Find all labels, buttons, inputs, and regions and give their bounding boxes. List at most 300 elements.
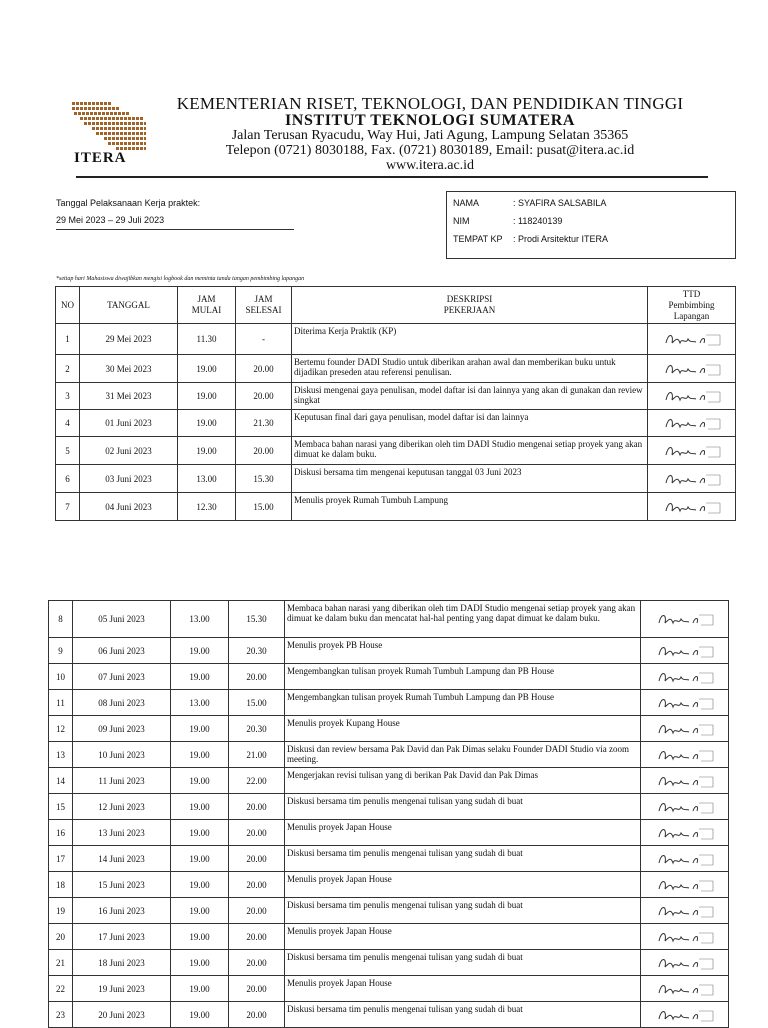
logo-dot	[112, 127, 115, 130]
row-start: 19.00	[178, 355, 236, 383]
row-start: 19.00	[171, 768, 229, 794]
row-signature	[641, 976, 729, 1002]
logo-dot	[132, 142, 135, 145]
logo-dot	[124, 127, 127, 130]
row-end: 20.00	[229, 846, 285, 872]
website-line: www.itera.ac.id	[385, 158, 475, 173]
place-label: TEMPAT KP	[453, 234, 503, 244]
logo-dot	[140, 147, 143, 150]
table-row	[49, 638, 729, 664]
nim-label: NIM	[453, 216, 470, 226]
period-underline	[56, 229, 294, 230]
row-start: 13.00	[171, 690, 229, 716]
row-start: 19.00	[178, 437, 236, 465]
ministry-title: KEMENTERIAN RISET, TEKNOLOGI, DAN PENDIDIKAN TINGGI	[176, 94, 684, 113]
logo-dot	[72, 107, 75, 110]
logo-dot	[92, 117, 95, 120]
logo-dot	[100, 127, 103, 130]
row-desc: Mengembangkan tulisan proyek Rumah Tumbuh Lampung dan PB House	[285, 690, 641, 716]
row-date: 12 Juni 2023	[73, 794, 171, 820]
logo-dot	[132, 127, 135, 130]
logo-dot	[96, 122, 99, 125]
row-start: 11.30	[178, 324, 236, 355]
row-no: 22	[49, 976, 73, 1002]
row-date: 30 Mei 2023	[80, 355, 178, 383]
logo-dot	[100, 107, 103, 110]
row-no: 9	[49, 638, 73, 664]
logo-dot	[136, 147, 139, 150]
table-row	[56, 410, 736, 437]
row-signature	[641, 690, 729, 716]
row-no: 12	[49, 716, 73, 742]
logo-dot	[112, 137, 115, 140]
row-signature	[641, 794, 729, 820]
logo-dot	[90, 112, 93, 115]
logo-dot	[108, 107, 111, 110]
row-no: 5	[56, 437, 80, 465]
logo-dot	[104, 107, 107, 110]
row-desc: Menulis proyek Rumah Tumbuh Lampung	[292, 493, 648, 521]
logo-dot	[116, 122, 119, 125]
logo-dot	[112, 107, 115, 110]
table-row	[56, 493, 736, 521]
logo-dot	[84, 117, 87, 120]
logo-dot	[100, 122, 103, 125]
table-row	[49, 846, 729, 872]
logo-dot	[140, 137, 143, 140]
row-end: 21.30	[236, 410, 292, 437]
table-row	[49, 898, 729, 924]
row-no: 20	[49, 924, 73, 950]
logo-dot	[136, 142, 139, 145]
col-sign-3: Lapangan	[673, 310, 710, 321]
row-end: 20.00	[229, 794, 285, 820]
row-no: 4	[56, 410, 80, 437]
signature-icon	[655, 1007, 715, 1023]
logo-dot	[88, 102, 91, 105]
logo-dot	[84, 102, 87, 105]
row-date: 16 Juni 2023	[73, 898, 171, 924]
row-desc: Bertemu founder DADI Studio untuk diberikan arahan awal dan memberikan buku untuk dijadikan preseden atau referensi penulisan.	[292, 355, 648, 383]
row-no: 2	[56, 355, 80, 383]
row-end: -	[236, 324, 292, 355]
logo-dot	[144, 147, 146, 150]
row-no: 19	[49, 898, 73, 924]
row-signature	[648, 324, 736, 355]
row-desc: Menulis proyek Japan House	[285, 872, 641, 898]
logo-dot	[96, 132, 99, 135]
table-row	[56, 437, 736, 465]
row-no: 14	[49, 768, 73, 794]
row-date: 29 Mei 2023	[80, 324, 178, 355]
signature-icon	[655, 825, 715, 841]
row-no: 21	[49, 950, 73, 976]
logo-dot	[92, 122, 95, 125]
row-start: 19.00	[171, 716, 229, 742]
logo-dot	[112, 122, 115, 125]
row-date: 15 Juni 2023	[73, 872, 171, 898]
logo-dot	[120, 127, 123, 130]
logo-dot	[144, 127, 146, 130]
row-start: 19.00	[171, 742, 229, 768]
logo-dot	[92, 102, 95, 105]
row-desc: Diskusi mengenai gaya penulisan, model daftar isi dan lainnya yang akan di gunakan dan review singkat	[292, 383, 648, 410]
logo-dot	[116, 142, 119, 145]
logo-dot	[136, 127, 139, 130]
logo-dot	[128, 147, 131, 150]
row-start: 19.00	[171, 664, 229, 690]
logo-dot	[96, 117, 99, 120]
logo-dot	[132, 132, 135, 135]
logo-dot	[136, 132, 139, 135]
col-desc	[292, 287, 648, 324]
row-end: 20.30	[229, 716, 285, 742]
logo-dot	[132, 122, 135, 125]
logo-dot	[108, 142, 111, 145]
row-end: 15.30	[236, 465, 292, 493]
logo-dot	[108, 102, 111, 105]
table-row	[56, 324, 736, 355]
row-desc: Diskusi bersama tim penulis mengenai tulisan yang sudah di buat	[285, 898, 641, 924]
logo-dot	[140, 142, 143, 145]
logo-dot	[128, 137, 131, 140]
signature-icon	[662, 499, 722, 515]
row-desc: Mengembangkan tulisan proyek Rumah Tumbuh Lampung dan PB House	[285, 664, 641, 690]
logo-dot	[132, 137, 135, 140]
table-row	[49, 820, 729, 846]
period-value: 29 Mei 2023 – 29 Juli 2023	[56, 215, 165, 225]
table-row	[49, 872, 729, 898]
row-end: 20.00	[229, 898, 285, 924]
logo-dot	[140, 132, 143, 135]
col-end-2: SELESAI	[245, 305, 282, 315]
signature-icon	[662, 471, 722, 487]
row-start: 19.00	[171, 820, 229, 846]
signature-icon	[655, 611, 715, 627]
row-signature	[641, 601, 729, 638]
row-end: 15.30	[229, 601, 285, 638]
row-desc: Diskusi bersama tim penulis mengenai tulisan yang sudah di buat	[285, 794, 641, 820]
row-no: 11	[49, 690, 73, 716]
row-desc: Diskusi dan review bersama Pak David dan Pak Dimas selaku Founder DADI Studio via zoom meeting.	[285, 742, 641, 768]
logo-dot	[106, 112, 109, 115]
row-start: 19.00	[171, 794, 229, 820]
logo-dot	[80, 117, 83, 120]
table-row	[56, 465, 736, 493]
row-no: 3	[56, 383, 80, 410]
logo-dot	[136, 117, 139, 120]
logo-dot	[114, 112, 117, 115]
row-start: 19.00	[171, 898, 229, 924]
row-date: 17 Juni 2023	[73, 924, 171, 950]
logo-dot	[124, 142, 127, 145]
col-desc-2: PEKERJAAN	[443, 305, 496, 315]
row-desc: Diskusi bersama tim penulis mengenai tulisan yang sudah di buat	[285, 950, 641, 976]
logo-dot	[104, 117, 107, 120]
row-start: 19.00	[171, 846, 229, 872]
logo-dot	[88, 107, 91, 110]
signature-icon	[655, 981, 715, 997]
logo-dot	[120, 122, 123, 125]
logo-dot	[140, 122, 143, 125]
row-signature	[648, 437, 736, 465]
place-row	[453, 234, 608, 244]
row-date: 07 Juni 2023	[73, 664, 171, 690]
logo-dot	[76, 102, 79, 105]
logo-dot	[112, 117, 115, 120]
row-end: 22.00	[229, 768, 285, 794]
table-row	[49, 976, 729, 1002]
row-date: 13 Juni 2023	[73, 820, 171, 846]
row-start: 19.00	[178, 383, 236, 410]
table-row	[49, 742, 729, 768]
table-row	[49, 950, 729, 976]
row-signature	[648, 410, 736, 437]
logo-dot	[140, 127, 143, 130]
logo-dot	[104, 127, 107, 130]
row-desc: Menulis proyek Japan House	[285, 976, 641, 1002]
logo-dot	[120, 137, 123, 140]
table-row	[49, 768, 729, 794]
logo-dot	[100, 132, 103, 135]
logo-dot	[110, 112, 113, 115]
row-no: 18	[49, 872, 73, 898]
signature-icon	[655, 643, 715, 659]
logo-dot	[144, 132, 146, 135]
row-no: 7	[56, 493, 80, 521]
logo-dot	[144, 137, 146, 140]
logo-dot	[128, 142, 131, 145]
logo-dot	[80, 107, 83, 110]
logo-dot	[102, 112, 105, 115]
row-end: 20.00	[236, 437, 292, 465]
row-date: 04 Juni 2023	[80, 493, 178, 521]
row-start: 12.30	[178, 493, 236, 521]
header-divider	[76, 176, 708, 178]
logo-dot	[124, 122, 127, 125]
row-no: 8	[49, 601, 73, 638]
logo-dot	[98, 112, 101, 115]
logo-dot	[136, 122, 139, 125]
logo-dot	[108, 132, 111, 135]
row-date: 01 Juni 2023	[80, 410, 178, 437]
row-signature	[648, 355, 736, 383]
row-date: 06 Juni 2023	[73, 638, 171, 664]
row-end: 15.00	[229, 690, 285, 716]
logo-dot	[140, 117, 143, 120]
row-date: 20 Juni 2023	[73, 1002, 171, 1028]
col-sign-1: TTD	[682, 288, 701, 299]
row-end: 20.00	[229, 924, 285, 950]
row-signature	[641, 950, 729, 976]
row-desc: Membaca bahan narasi yang diberikan oleh tim DADI Studio mengenai setiap proyek yang akan dimuat ke dalam buku.	[292, 437, 648, 465]
signature-icon	[662, 415, 722, 431]
logo-dot	[116, 117, 119, 120]
name-value: : SYAFIRA SALSABILA	[513, 198, 607, 208]
col-start-1: JAM	[197, 294, 216, 304]
row-date: 18 Juni 2023	[73, 950, 171, 976]
row-signature	[641, 820, 729, 846]
signature-icon	[662, 331, 722, 347]
row-date: 10 Juni 2023	[73, 742, 171, 768]
signature-icon	[655, 669, 715, 685]
logo-dot	[128, 127, 131, 130]
col-start	[178, 287, 236, 324]
logo-dot	[92, 107, 95, 110]
logo-dot	[82, 112, 85, 115]
row-start: 19.00	[171, 976, 229, 1002]
logo-dot	[116, 132, 119, 135]
col-sign	[648, 287, 736, 324]
row-start: 19.00	[171, 638, 229, 664]
table-row	[49, 601, 729, 638]
row-no: 16	[49, 820, 73, 846]
logo-text: ITERA	[74, 150, 127, 166]
col-end	[236, 287, 292, 324]
student-info-box	[446, 191, 736, 259]
table-row	[49, 690, 729, 716]
col-end-1: JAM	[254, 294, 273, 304]
row-start: 19.00	[171, 924, 229, 950]
logo-dot	[84, 122, 87, 125]
signature-icon	[655, 799, 715, 815]
logo-dot	[94, 112, 97, 115]
row-date: 09 Juni 2023	[73, 716, 171, 742]
row-end: 20.00	[229, 872, 285, 898]
logo-dot	[128, 132, 131, 135]
logo-dot	[126, 112, 129, 115]
row-date: 05 Juni 2023	[73, 601, 171, 638]
row-signature	[641, 768, 729, 794]
logo-dot	[74, 112, 77, 115]
nim-value: : 118240139	[513, 216, 563, 226]
row-date: 31 Mei 2023	[80, 383, 178, 410]
row-desc: Diterima Kerja Praktik (KP)	[292, 324, 648, 355]
logo-dot	[86, 112, 89, 115]
logo-dot	[104, 137, 107, 140]
logo-dot	[92, 127, 95, 130]
col-sign-2: Pembimbing	[668, 299, 715, 310]
row-signature	[648, 465, 736, 493]
logo-dot	[112, 142, 115, 145]
table-row	[56, 383, 736, 410]
table-row	[49, 924, 729, 950]
logo-dot	[80, 102, 83, 105]
logo-dot	[132, 147, 135, 150]
signature-icon	[662, 361, 722, 377]
row-signature	[641, 872, 729, 898]
row-desc: Diskusi bersama tim penulis mengenai tulisan yang sudah di buat	[285, 846, 641, 872]
nim-row	[453, 216, 562, 226]
logo-dot	[72, 102, 75, 105]
signature-icon	[662, 443, 722, 459]
logo-dot	[108, 122, 111, 125]
logo-dot	[104, 122, 107, 125]
row-no: 13	[49, 742, 73, 768]
logo-dot	[118, 112, 121, 115]
signature-icon	[655, 747, 715, 763]
col-desc-1: DESKRIPSI	[446, 294, 493, 304]
row-start: 19.00	[171, 1002, 229, 1028]
logbook-note: *setiap hari Mahasiswa diwajibkan mengisi logbook dan meminta tanda tangan pembimbing lapangan	[56, 276, 305, 282]
row-desc: Diskusi bersama tim penulis mengenai tulisan yang sudah di buat	[285, 1002, 641, 1028]
row-start: 13.00	[178, 465, 236, 493]
table-row	[49, 716, 729, 742]
logo-dot	[144, 142, 146, 145]
row-desc: Keputusan final dari gaya penulisan, model daftar isi dan lainnya	[292, 410, 648, 437]
logo-dot	[136, 137, 139, 140]
table-row	[49, 664, 729, 690]
logo-dot	[120, 142, 123, 145]
logo-dot	[88, 117, 91, 120]
logo-dot	[116, 127, 119, 130]
row-no: 6	[56, 465, 80, 493]
row-date: 14 Juni 2023	[73, 846, 171, 872]
row-start: 19.00	[171, 950, 229, 976]
row-end: 20.00	[229, 1002, 285, 1028]
row-signature	[641, 924, 729, 950]
row-signature	[641, 664, 729, 690]
signature-icon	[655, 851, 715, 867]
logo-dot	[116, 107, 119, 110]
table-row	[56, 355, 736, 383]
row-no: 15	[49, 794, 73, 820]
signature-icon	[655, 695, 715, 711]
col-no: NO	[56, 287, 80, 324]
logo-dot	[116, 137, 119, 140]
row-signature	[641, 742, 729, 768]
row-end: 20.00	[236, 355, 292, 383]
col-date: TANGGAL	[80, 287, 178, 324]
address-line: Jalan Terusan Ryacudu, Way Hui, Jati Agung, Lampung Selatan 35365	[231, 128, 629, 143]
row-no: 17	[49, 846, 73, 872]
row-start: 13.00	[171, 601, 229, 638]
row-no: 10	[49, 664, 73, 690]
logo-dot	[124, 137, 127, 140]
row-desc: Diskusi bersama tim mengenai keputusan tanggal 03 Juni 2023	[292, 465, 648, 493]
logo-dot	[132, 117, 135, 120]
logo-dot	[144, 122, 146, 125]
row-no: 23	[49, 1002, 73, 1028]
logo-dot	[96, 127, 99, 130]
row-end: 15.00	[236, 493, 292, 521]
row-date: 03 Juni 2023	[80, 465, 178, 493]
row-signature	[648, 493, 736, 521]
col-start-2: MULAI	[191, 305, 222, 315]
row-end: 20.00	[229, 950, 285, 976]
logo-dot	[104, 132, 107, 135]
logo-dot	[96, 102, 99, 105]
signature-icon	[655, 721, 715, 737]
row-desc: Menulis proyek Kupang House	[285, 716, 641, 742]
logo-dot	[84, 107, 87, 110]
logo-dot	[128, 117, 131, 120]
name-label: NAMA	[453, 198, 480, 208]
signature-icon	[655, 877, 715, 893]
logo-dot	[100, 102, 103, 105]
logo-dot	[104, 102, 107, 105]
table-header-row	[56, 287, 736, 324]
logo-dot	[120, 117, 123, 120]
row-end: 20.00	[229, 664, 285, 690]
row-date: 11 Juni 2023	[73, 768, 171, 794]
table-row	[49, 794, 729, 820]
logo-dot	[78, 112, 81, 115]
logo-dot	[128, 122, 131, 125]
institute-title: INSTITUT TEKNOLOGI SUMATERA	[284, 112, 576, 129]
row-date: 02 Juni 2023	[80, 437, 178, 465]
period-label: Tanggal Pelaksanaan Kerja praktek:	[56, 198, 201, 208]
